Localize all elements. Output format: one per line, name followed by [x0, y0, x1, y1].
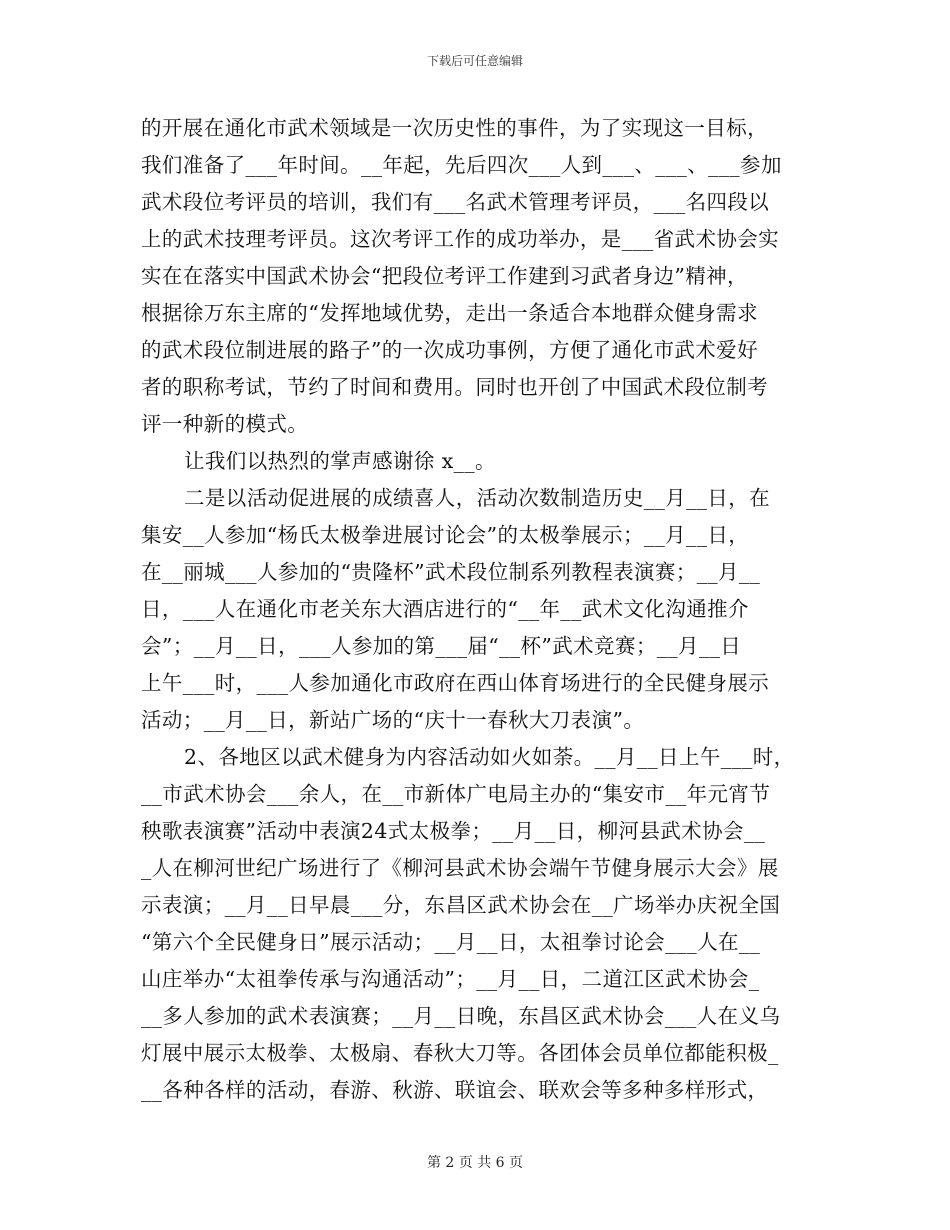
text-line: 评一种新的模式。: [141, 412, 309, 436]
text-line: 集安__人参加“杨氏太极拳进展讨论会”的太极拳展示；__月__日，: [141, 523, 750, 547]
document-body: [141, 110, 811, 1109]
text-line: 山庄举办“太祖拳传承与沟通活动”；__月__日，二道江区武术协会_: [141, 967, 760, 991]
text-line: 我们准备了___年时间。__年起，先后四次___人到___、___、___参加: [141, 153, 782, 177]
text-line: 者的职称考试，节约了时间和费用。同时也开创了中国武术段位制考: [141, 375, 768, 399]
page-header: 下载后可任意编辑: [426, 54, 523, 68]
paragraph-first-line: 让我们以热烈的掌声感谢徐 x__。: [184, 449, 496, 473]
text-line: 在__丽城___人参加的“贵隆杯”武术段位制系列教程表演赛；__月__: [141, 560, 761, 584]
text-line: 上的武术技理考评员。这次考评工作的成功举办，是___省武术协会实: [141, 227, 780, 251]
text-line: __市武术协会___余人，在__市新体广电局主办的“集安市__年元宵节: [141, 782, 771, 806]
paragraph-first-line: 二是以活动促进展的成绩喜人，活动次数制造历史__月__日，在: [184, 486, 770, 510]
text-line: 会”；__月__日，___人参加的第___届“__杯”武术竞赛；__月__日: [141, 634, 742, 658]
text-line: “第六个全民健身日”展示活动；__月__日，太祖拳讨论会___人在__: [141, 930, 761, 954]
paragraph-first-line: 2、各地区以武术健身为内容活动如火如荼。__月__日上午___时，: [184, 745, 795, 769]
text-line: __多人参加的武术表演赛；__月__日晚，东昌区武术协会___人在义乌: [141, 1004, 781, 1028]
text-line: 根据徐万东主席的“发挥地域优势，走出一条适合本地群众健身需求: [141, 301, 758, 325]
text-line: 实在在落实中国武术协会“把段位考评工作建到习武者身边”精神，: [141, 264, 748, 288]
text-line: 秧歌表演赛”活动中表演24式太极拳；__月__日，柳河县武术协会__: [141, 819, 766, 843]
text-line: 的武术段位制进展的路子”的一次成功事例，方便了通化市武术爱好: [141, 338, 758, 362]
text-line: 日，___人在通化市老关东大酒店进行的“__年__武术文化沟通推介: [141, 597, 749, 621]
text-line: 的开展在通化市武术领域是一次历史性的事件，为了实现这一目标，: [141, 116, 768, 140]
text-line: __各种各样的活动，春游、秋游、联谊会、联欢会等多种多样形式，: [141, 1078, 769, 1102]
text-line: 活动；__月__日，新站广场的“庆十一春秋大刀表演”。: [141, 708, 645, 732]
text-line: 上午___时，___人参加通化市政府在西山体育场进行的全民健身展示: [141, 671, 770, 695]
text-line: 武术段位考评员的培训，我们有___名武术管理考评员，___名四段以: [141, 190, 770, 214]
text-line: _人在柳河世纪广场进行了《柳河县武术协会端午节健身展示大会》展: [141, 856, 779, 880]
page-number-footer: 第 2 页 共 6 页: [426, 1155, 524, 1171]
text-line: 灯展中展示太极拳、太极扇、春秋大刀等。各团体会员单位都能积极_: [141, 1041, 779, 1065]
text-line: 示表演；__月__日早晨___分，东昌区武术协会在__广场举办庆祝全国: [141, 893, 781, 917]
